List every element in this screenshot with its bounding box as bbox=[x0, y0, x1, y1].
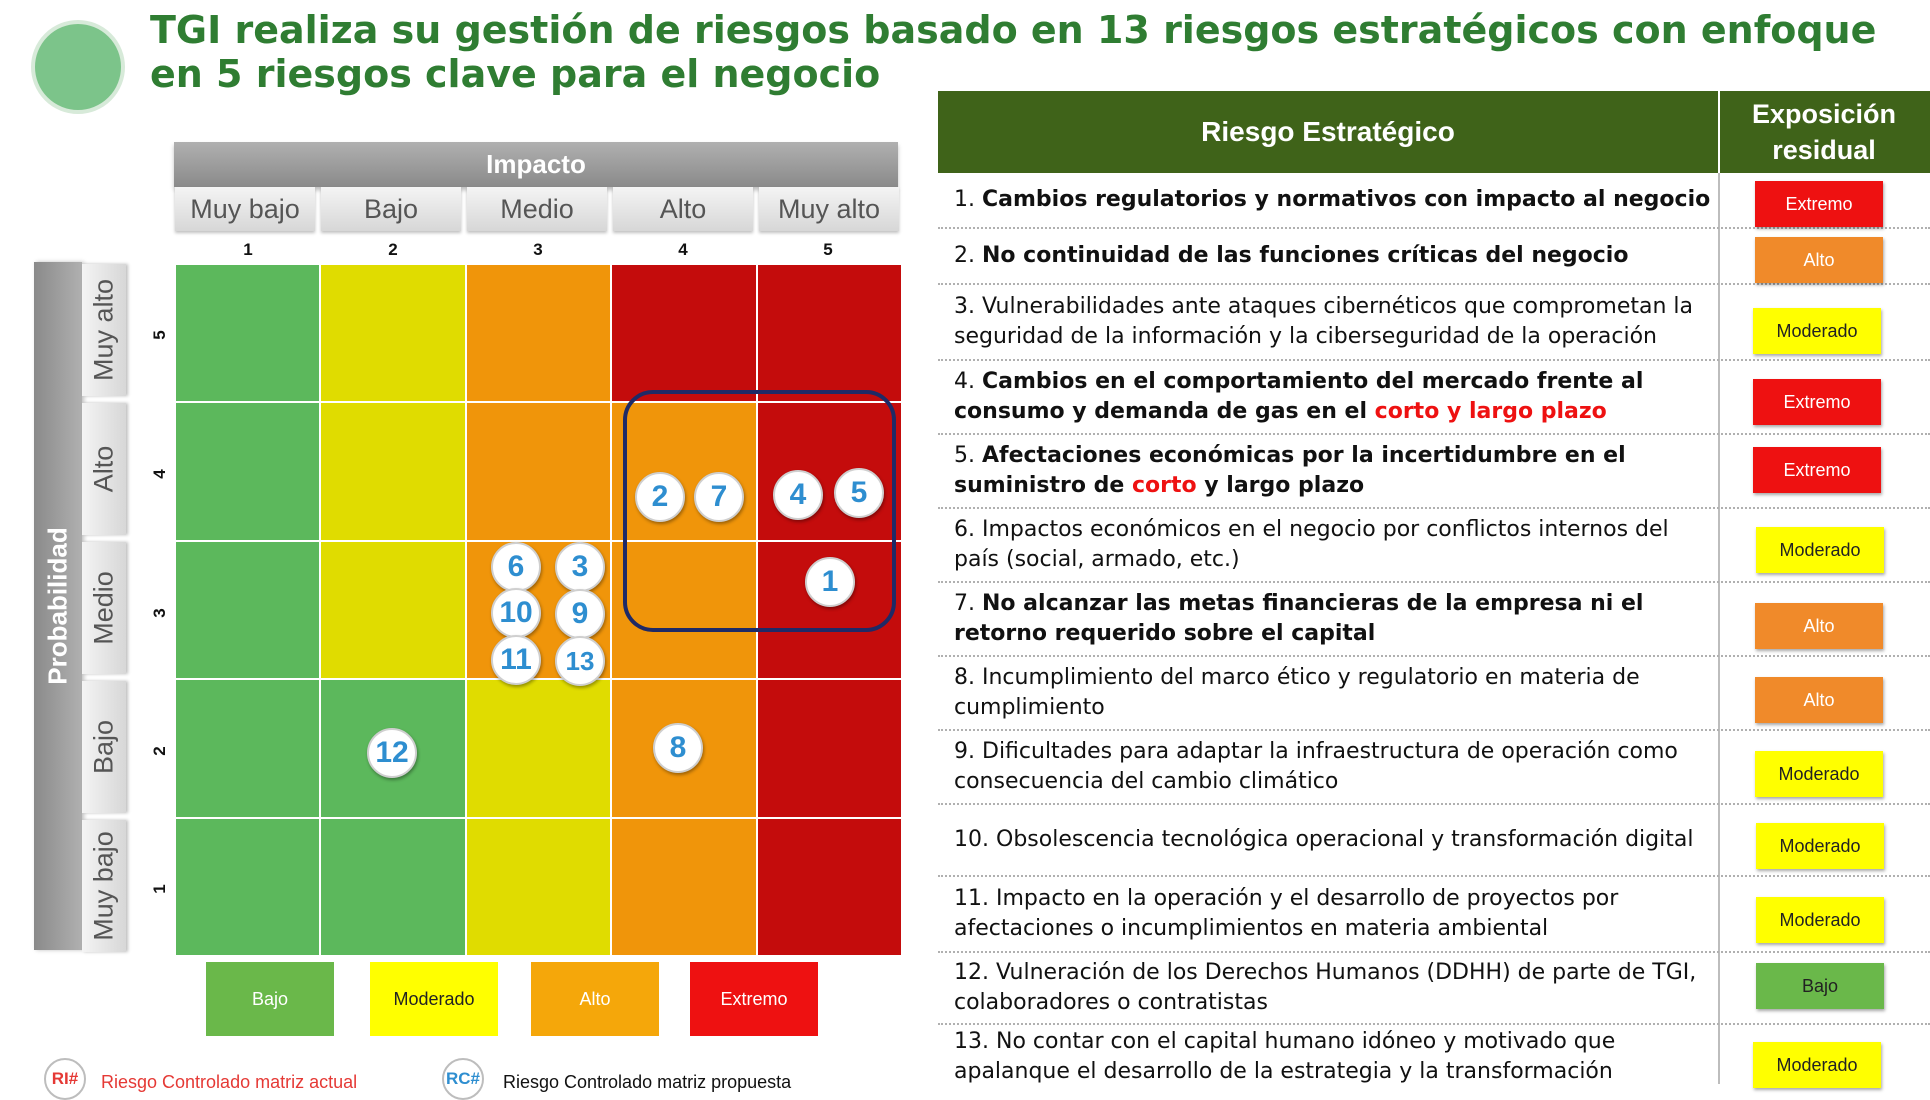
risk-row bbox=[938, 285, 1930, 361]
logo-circle bbox=[31, 20, 125, 114]
probability-number-1: 1 bbox=[150, 884, 169, 894]
risk-marker-1: 1 bbox=[805, 557, 855, 607]
probability-number-3: 3 bbox=[150, 608, 169, 618]
matrix-cell-p3-i2 bbox=[321, 542, 464, 678]
matrix-cell-p1-i2 bbox=[321, 819, 464, 955]
matrix-cell-p4-i3 bbox=[467, 403, 610, 539]
matrix-cell-p2-i3 bbox=[467, 680, 610, 816]
exposure-badge: Moderado bbox=[1753, 1042, 1881, 1088]
legend-moderado: Moderado bbox=[370, 962, 498, 1036]
risk-row bbox=[938, 953, 1930, 1025]
rc-note: Riesgo Controlado matriz propuesta bbox=[503, 1072, 792, 1092]
risk-marker-3: 3 bbox=[555, 542, 605, 592]
legend-extremo: Extremo bbox=[690, 962, 818, 1036]
risk-row bbox=[938, 229, 1930, 285]
probability-number-4: 4 bbox=[150, 469, 169, 479]
header-risk-column: Riesgo Estratégico bbox=[1201, 116, 1455, 147]
risk-marker-13: 13 bbox=[555, 636, 605, 686]
risk-description: 6. Impactos económicos en el negocio por conflictos internos del país (social, armado, etc.) bbox=[954, 517, 1669, 572]
matrix-cell-p5-i1 bbox=[176, 265, 319, 401]
matrix-cell-p4-i1 bbox=[176, 403, 319, 539]
rc-icon: RC# bbox=[442, 1058, 484, 1100]
matrix-cell-p2-i5 bbox=[758, 680, 901, 816]
probability-level-4 bbox=[82, 403, 126, 535]
probability-axis-title: Probabilidad bbox=[42, 527, 73, 685]
risk-description: 1. Cambios regulatorios y normativos con impacto al negocio bbox=[954, 187, 1711, 212]
risk-marker-4: 4 bbox=[773, 470, 823, 520]
risk-marker-9: 9 bbox=[555, 589, 605, 639]
impact-level-3: Medio bbox=[467, 187, 607, 231]
legend-bajo: Bajo bbox=[206, 962, 334, 1036]
risk-description: 12. Vulneración de los Derechos Humanos (DDHH) de parte de TGI, colaboradores o contratistas bbox=[954, 960, 1697, 1015]
impact-number-2: 2 bbox=[388, 240, 398, 259]
matrix-cell-p5-i4 bbox=[612, 265, 755, 401]
risk-description: 13. No contar con el capital humano idóneo y motivado que apalanque el desarrollo de la estrategia y la transformación bbox=[954, 1029, 1616, 1084]
exposure-badge: Moderado bbox=[1756, 527, 1884, 573]
risk-marker-2: 2 bbox=[635, 472, 685, 522]
impact-level-1: Muy bajo bbox=[175, 187, 315, 231]
matrix-cell-p4-i2 bbox=[321, 403, 464, 539]
risk-description: 10. Obsolescencia tecnológica operacional y transformación digital bbox=[954, 827, 1694, 852]
impact-number-5: 5 bbox=[823, 240, 833, 259]
exposure-badge: Bajo bbox=[1756, 963, 1884, 1009]
impact-number-1: 1 bbox=[243, 240, 253, 259]
exposure-badge: Alto bbox=[1755, 237, 1883, 283]
risk-marker-8: 8 bbox=[653, 723, 703, 773]
risk-row bbox=[938, 173, 1930, 229]
risk-row bbox=[938, 1025, 1930, 1084]
exposure-badge: Moderado bbox=[1756, 823, 1884, 869]
impact-axis-title: Impacto bbox=[174, 142, 898, 187]
impact-level-5: Muy alto bbox=[759, 187, 899, 231]
risk-row bbox=[938, 731, 1930, 805]
probability-level-label: Muy bajo bbox=[88, 831, 119, 941]
risk-description: 8. Incumplimiento del marco ético y regulatorio en materia de cumplimiento bbox=[954, 665, 1640, 720]
risk-row bbox=[938, 877, 1930, 953]
matrix-cell-p1-i4 bbox=[612, 819, 755, 955]
risk-description: 5. Afectaciones económicas por la incertidumbre en el suministro de corto y largo plazo bbox=[954, 443, 1626, 498]
impact-number-3: 3 bbox=[533, 240, 543, 259]
matrix-cell-p2-i1 bbox=[176, 680, 319, 816]
impact-level-4: Alto bbox=[613, 187, 753, 231]
risk-description: 4. Cambios en el comportamiento del mercado frente al consumo y demanda de gas en el corto y largo plazo bbox=[954, 369, 1644, 424]
exposure-badge: Alto bbox=[1755, 603, 1883, 649]
risk-marker-7: 7 bbox=[694, 472, 744, 522]
matrix-cell-p1-i5 bbox=[758, 819, 901, 955]
exposure-badge: Alto bbox=[1755, 677, 1883, 723]
risk-description: 9. Dificultades para adaptar la infraestructura de operación como consecuencia del cambio climático bbox=[954, 739, 1678, 794]
risk-row bbox=[938, 509, 1930, 583]
risk-marker-10: 10 bbox=[491, 588, 541, 638]
matrix-cell-p5-i2 bbox=[321, 265, 464, 401]
matrix-cell-p5-i5 bbox=[758, 265, 901, 401]
probability-number-2: 2 bbox=[150, 746, 169, 756]
risk-description: 11. Impacto en la operación y el desarrollo de proyectos por afectaciones o incumplimientos en materia ambiental bbox=[954, 886, 1619, 941]
risk-description: 2. No continuidad de las funciones críticas del negocio bbox=[954, 243, 1629, 268]
exposure-badge: Moderado bbox=[1753, 308, 1881, 354]
risk-row bbox=[938, 805, 1930, 877]
legend-alto: Alto bbox=[531, 962, 659, 1036]
probability-level-1 bbox=[82, 820, 126, 952]
matrix-cell-p5-i3 bbox=[467, 265, 610, 401]
risk-marker-11: 11 bbox=[491, 635, 541, 685]
risk-row bbox=[938, 435, 1930, 509]
impact-level-2: Bajo bbox=[321, 187, 461, 231]
exposure-badge: Moderado bbox=[1755, 751, 1883, 797]
probability-level-label: Medio bbox=[88, 571, 119, 645]
risk-description: 3. Vulnerabilidades ante ataques cibernéticos que comprometan la seguridad de la información y la ciberseguridad de la operación bbox=[954, 294, 1693, 349]
probability-level-label: Bajo bbox=[88, 719, 119, 775]
probability-number-5: 5 bbox=[150, 330, 169, 340]
exposure-badge: Extremo bbox=[1753, 379, 1881, 425]
probability-level-5 bbox=[82, 264, 126, 396]
risk-row bbox=[938, 361, 1930, 435]
risk-marker-5: 5 bbox=[834, 468, 884, 518]
impact-number-4: 4 bbox=[678, 240, 688, 259]
exposure-badge: Extremo bbox=[1755, 181, 1883, 227]
probability-level-label: Muy alto bbox=[88, 278, 119, 382]
risk-description: 7. No alcanzar las metas financieras de la empresa ni el retorno requerido sobre el capital bbox=[954, 591, 1644, 646]
probability-level-label: Alto bbox=[88, 445, 119, 493]
risk-row bbox=[938, 583, 1930, 657]
ri-note: Riesgo Controlado matriz actual bbox=[101, 1072, 358, 1092]
matrix-cell-p1-i3 bbox=[467, 819, 610, 955]
probability-level-3 bbox=[82, 542, 126, 674]
risk-marker-6: 6 bbox=[491, 542, 541, 592]
page-title: TGI realiza su gestión de riesgos basado en 13 riesgos estratégicos con enfoque en 5 riesgos clave para el negocio bbox=[150, 8, 1877, 96]
matrix-cell-p3-i1 bbox=[176, 542, 319, 678]
risk-marker-12: 12 bbox=[367, 728, 417, 778]
risk-row bbox=[938, 657, 1930, 731]
exposure-badge: Moderado bbox=[1756, 897, 1884, 943]
header-exposure-column: Exposición residual bbox=[1751, 99, 1897, 165]
exposure-badge: Extremo bbox=[1753, 447, 1881, 493]
ri-icon: RI# bbox=[44, 1058, 86, 1100]
probability-level-2 bbox=[82, 681, 126, 813]
matrix-cell-p1-i1 bbox=[176, 819, 319, 955]
